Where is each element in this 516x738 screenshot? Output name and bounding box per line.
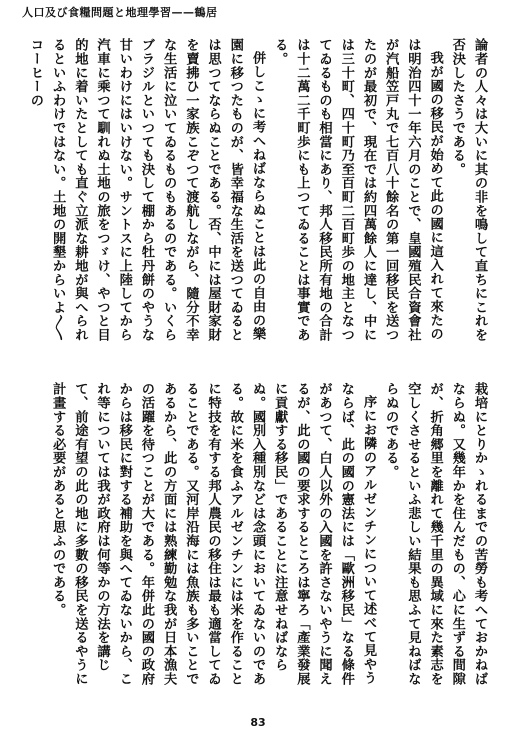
paragraph: 論者の人々は大いに其の非を鳴して直ちにこれを否決したさうである。 xyxy=(449,38,487,342)
running-head: 人口及び食糧問題と地理學習——鶴居 xyxy=(22,6,218,19)
paragraph: 併しこゝに考へねばならぬことは此の自由の樂園に移つたものが、皆幸福な生活を送つてゐるとは思つてならぬことである。否、中には屋財家財を賣拂ひ一家族こぞつて渡航しながら、隨分不幸な生活に泣いてゐるものもあるのである。いくらブラジルといつても決して棚から牡丹餅のやうな甘いわけにはいけない。サントスに上陸してから汽車に乘つて馴れぬ土地の旅をつゞけ、やつと目的地に着いたとしても直ぐ立派な耕地が與へられるといふわけではない。土地の開墾からいよ〳〵コーヒーの xyxy=(27,38,265,342)
paragraph: 我が國の移民が始めて此の國に這入れて來たのは明治四十一年六月のことで、皇國殖民合資會社が汽船笠戸丸で七百八十餘名の第一回移民を送つたのが最初で、現在では約四萬餘人に達し、中には三十町、四十町乃至百町二百町歩の地主となつてゐるものも相當にあり、邦人移民所有地の合計は十二萬二千町歩にも上つてゐることは事實である。 xyxy=(272,38,443,342)
lower-text-block xyxy=(40,382,490,694)
paragraph: 序にお隣のアルゼンチンについて述べて見やうならば、此の國の憲法には「歐洲移民」なる條件があつて、白人以外の入國を許さないやうに聞えるが、此の國の要求するところは寧ろ「產業發展に貢獻する移民」であることに注意せねばならぬ。國別入種別などは念頭においてゐないのである。故に米を食ふアルゼンチンには米を作ることに特技を有する邦人農民の移住は最も適當してゐることである。又河岸沿海には魚族も多いことであるから、此の方面には熟練勤勉な我が日本漁夫の活躍を待つことが大である。年併此の國の政府からは移民に對する補助を與へてゐないから、これ等については我が政府は何等かの方法を講じて、前途有望の此の地に多數の移民を送るやうに計畫する必要があると思ふのである。 xyxy=(50,382,376,686)
paragraph: 栽培にとりかゝれるまでの苦勞も考へておかねばならぬ。又幾年かを住んだもの、心に生ずる間隙が、折角郷里を離れて幾千里の異域に來た素志を空しくさせるといふ悲しい結果も思ふて見ねばならぬのである。 xyxy=(383,382,487,686)
page-header xyxy=(22,4,492,20)
page-number: 83 xyxy=(250,716,266,729)
upper-text-block xyxy=(27,38,490,350)
